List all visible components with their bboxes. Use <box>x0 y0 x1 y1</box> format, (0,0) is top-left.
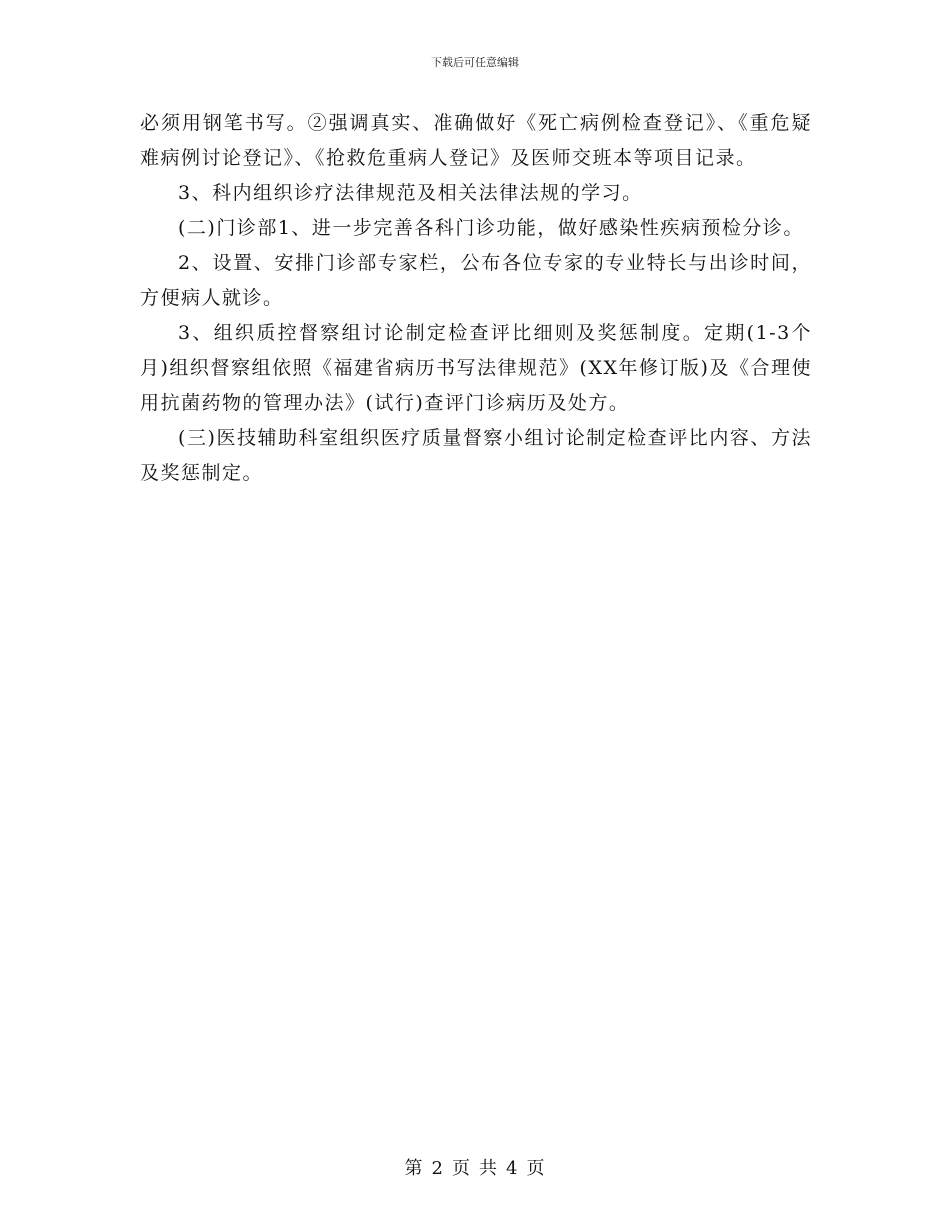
paragraph-continuation: 必须用钢笔书写。②强调真实、准确做好《死亡病例检查登记》、《重危疑难病例讨论登记》、《抢救危重病人登记》及医师交班本等项目记录。 <box>140 112 812 169</box>
page-footer <box>0 1154 950 1180</box>
paragraph-item: 3、科内组织诊疗法律规范及相关法律法规的学习。 <box>178 182 643 204</box>
document-body <box>140 106 812 491</box>
footer-total-pages: 4 <box>506 1158 519 1179</box>
footer-total-prefix: 共 <box>479 1158 498 1179</box>
footer-label-mid: 页 <box>452 1158 471 1179</box>
header-note: 下载后可任意编辑 <box>431 56 519 69</box>
paragraph-item: (二)门诊部1、进一步完善各科门诊功能，做好感染性疾病预检分诊。 <box>178 217 804 239</box>
paragraph-item: 2、设置、安排门诊部专家栏，公布各位专家的专业特长与出诊时间，方便病人就诊。 <box>140 252 812 309</box>
footer-current-page: 2 <box>431 1158 444 1179</box>
paragraph-item: 3、组织质控督察组讨论制定检查评比细则及奖惩制度。定期(1-3个月)组织督察组依照《福建省病历书写法律规范》(XX年修订版)及《合理使用抗菌药物的管理办法》(试行)查评门诊病历及处方。 <box>140 322 812 414</box>
footer-label-suffix: 页 <box>526 1158 546 1179</box>
footer-label-prefix: 第 <box>404 1158 424 1179</box>
paragraph-item: (三)医技辅助科室组织医疗质量督察小组讨论制定检查评比内容、方法及奖惩制定。 <box>140 427 812 484</box>
